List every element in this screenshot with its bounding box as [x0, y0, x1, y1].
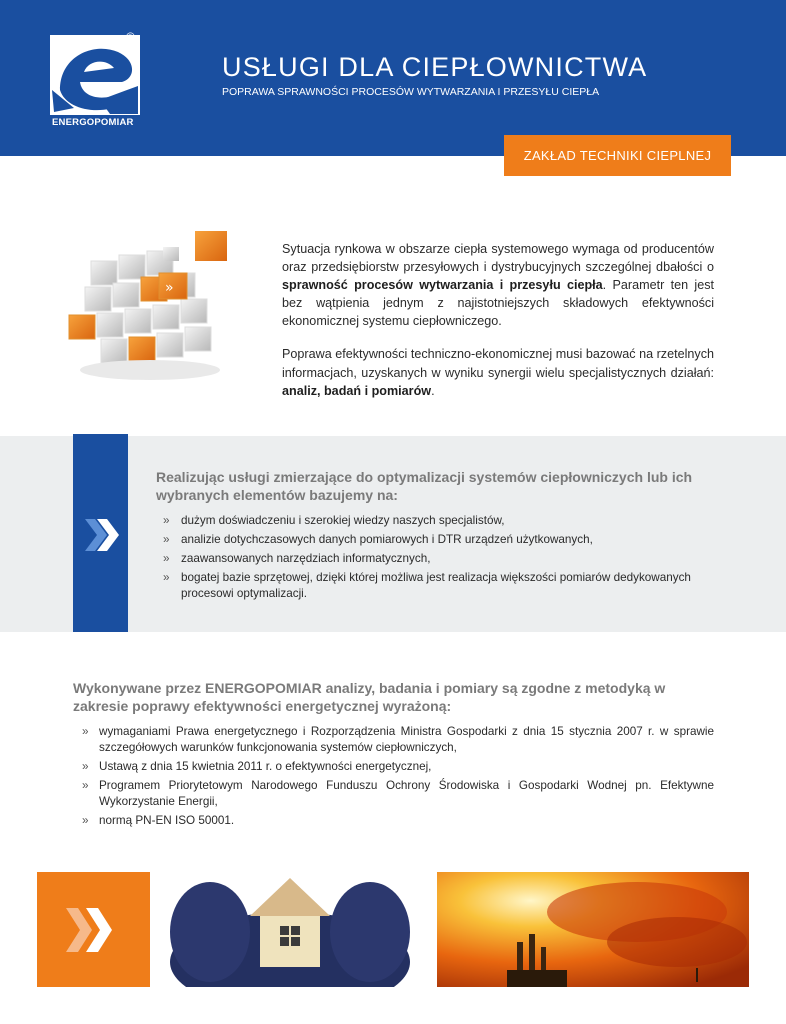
list-item: » zaawansowanych narzędziach informatycznych, [163, 552, 431, 565]
band-heading: Realizując usługi zmierzające do optymalizacji systemów ciepłowniczych lub ich wybranych elementów bazujemy na: [156, 469, 693, 503]
intro-paragraph-1: Sytuacja rynkowa w obszarze ciepła systemowego wymaga od producentów oraz przedsiębiorstw przesyłowych i dystrybucyjnych szczególnej dbałości o sprawność procesów wytwarzania i przesyłu ciepła. Parametr ten jest bez wątpienia jednym z najistotniejszych składowych efektywności ekonomicznej systemu ciepłowniczego. [282, 242, 715, 329]
list-item: » bogatej bazie sprzętowej, dzięki której możliwa jest realizacja większości pomiarów dedykowanych procesowi optymalizacji. [163, 571, 691, 601]
header-banner [0, 0, 786, 156]
page-title: USŁUGI DLA CIEPŁOWNICTWA [222, 52, 648, 82]
list-item: » dużym doświadczeniu i szerokiej wiedzy naszych specjalistów, [163, 514, 505, 527]
list-item: » analizie dotychczasowych danych pomiarowych i DTR urządzeń użytkowanych, [163, 533, 593, 546]
house-in-hands-photo [150, 872, 427, 987]
double-chevron-right-icon [66, 906, 118, 954]
industrial-chimneys-photo [437, 872, 749, 987]
list-item: » normą PN-EN ISO 50001. [82, 814, 235, 828]
list-item: » Programem Priorytetowym Narodowego Funduszu Ochrony Środowiska i Gospodarki Wodnej pn. Efektywne Wykorzystanie Energii, [82, 779, 714, 809]
double-chevron-right-icon [83, 517, 119, 553]
compliance-heading: Wykonywane przez ENERGOPOMIAR analizy, badania i pomiary są zgodne z metodyką w zakresie poprawy efektywności energetycznej wyrażoną: [73, 680, 666, 714]
list-item: » wymaganiami Prawa energetycznego i Rozporządzenia Ministra Gospodarki z dnia 15 stycznia 2007 r. w sprawie szczegółowych warunków funkcjonowania systemów ciepłowniczych, [82, 725, 714, 755]
page-subtitle: POPRAWA SPRAWNOŚCI PROCESÓW WYTWARZANIA I PRZESYŁU CIEPŁA [222, 86, 600, 98]
compliance-list [82, 724, 714, 832]
band-list [163, 513, 723, 605]
logo-wordmark: ENERGOPOMIAR [52, 117, 134, 128]
intro-text [282, 240, 714, 415]
cube-illustration [55, 225, 270, 395]
list-item: » Ustawą z dnia 15 kwietnia 2011 r. o efektywności energetycznej, [82, 760, 432, 774]
intro-paragraph-2: Poprawa efektywności techniczno-ekonomicznej musi bazować na rzetelnych informacjach, uzyskanych w wyniku synergii wielu specjalistycznych działań: analiz, badań i pomiarów. [282, 347, 714, 398]
department-badge: ZAKŁAD TECHNIKI CIEPLNEJ [504, 135, 731, 176]
registered-mark: ® [126, 30, 135, 44]
svg-text:»: » [165, 280, 174, 296]
